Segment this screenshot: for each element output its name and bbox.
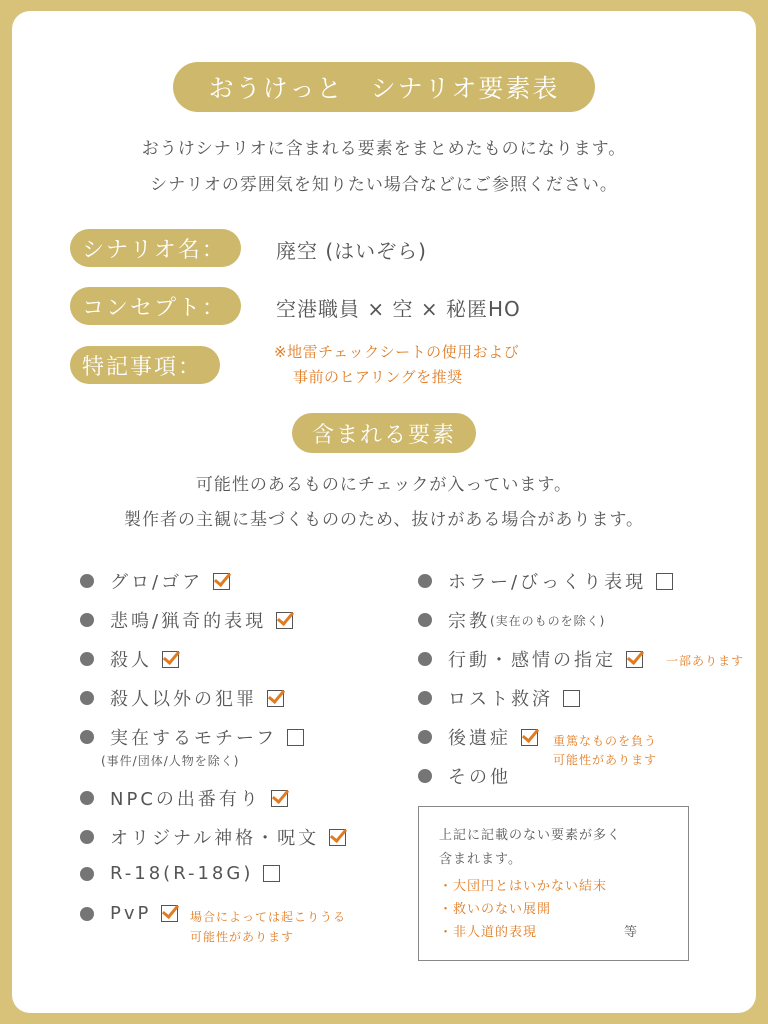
list-item-horror	[418, 568, 673, 594]
item-label: グロ/ゴア	[110, 572, 204, 593]
pvp-note-2: 可能性があります	[190, 930, 295, 944]
checked-checkbox[interactable]	[162, 651, 179, 668]
item-label: 宗教	[448, 611, 490, 632]
special-notes-label: 特記事項：	[70, 346, 220, 384]
section-title: 含まれる要素	[292, 413, 476, 453]
unchecked-checkbox[interactable]	[563, 690, 580, 707]
bullet-icon	[80, 830, 94, 844]
checked-checkbox[interactable]	[271, 790, 288, 807]
other-elements-box	[418, 806, 689, 961]
bullet-icon	[418, 691, 432, 705]
item-label: PvP	[110, 903, 152, 924]
special-note-line-2: 事前のヒアリングを推奨	[293, 368, 463, 386]
bullet-icon	[80, 867, 94, 881]
item-label: 悲鳴/猟奇的表現	[110, 611, 267, 632]
other-box-item-1: ・大団円とはいかない結末	[439, 879, 608, 894]
item-label: 行動・感情の指定	[448, 650, 616, 671]
item-label: 殺人以外の犯罪	[110, 689, 257, 710]
bullet-icon	[80, 574, 94, 588]
aftereffect-note-1: 重篤なものを負う	[553, 734, 658, 748]
checked-checkbox[interactable]	[276, 612, 293, 629]
bullet-icon	[418, 769, 432, 783]
other-box-etc: 等	[624, 925, 638, 940]
concept-value: 空港職員 × 空 × 秘匿HO	[276, 297, 521, 321]
other-box-item-3: ・非人道的表現	[439, 925, 538, 940]
checked-checkbox[interactable]	[626, 651, 643, 668]
list-item-lost-relief	[418, 685, 580, 711]
other-box-line-2: 含まれます。	[439, 852, 522, 867]
checked-checkbox[interactable]	[329, 829, 346, 846]
list-item-murder	[80, 646, 179, 672]
item-label: NPCの出番有り	[110, 789, 261, 810]
list-item-religion	[418, 607, 605, 633]
religion-note: (実在のものを除く)	[490, 613, 606, 628]
scenario-name-label: シナリオ名：	[70, 229, 241, 267]
bullet-icon	[80, 652, 94, 666]
unchecked-checkbox[interactable]	[656, 573, 673, 590]
list-item-npc	[80, 785, 288, 811]
item-label: オリジナル神格・呪文	[110, 828, 320, 849]
other-box-line-1: 上記に記載のない要素が多く	[439, 828, 622, 843]
unchecked-checkbox[interactable]	[263, 865, 280, 882]
list-item-pvp	[80, 903, 178, 924]
aftereffect-note-2: 可能性があります	[553, 753, 658, 767]
list-item-scream	[80, 607, 293, 633]
list-item-other	[418, 763, 511, 789]
action-spec-note: 一部あります	[666, 654, 745, 668]
checked-checkbox[interactable]	[213, 573, 230, 590]
checked-checkbox[interactable]	[267, 690, 284, 707]
checked-checkbox[interactable]	[161, 905, 178, 922]
real-motif-note: (事件/団体/人物を除く)	[101, 754, 240, 768]
bullet-icon	[418, 574, 432, 588]
list-item-gore	[80, 568, 230, 594]
bullet-icon	[418, 613, 432, 627]
concept-label: コンセプト：	[70, 287, 241, 325]
page-title: おうけっと シナリオ要素表	[173, 62, 595, 112]
item-label: R-18(R-18G)	[110, 863, 254, 884]
bullet-icon	[80, 907, 94, 921]
bullet-icon	[418, 730, 432, 744]
bullet-icon	[80, 691, 94, 705]
special-note-line-1: ※地雷チェックシートの使用および	[274, 343, 520, 361]
intro-line-1: おうけシナリオに含まれる要素をまとめたものになります。	[141, 139, 627, 159]
bullet-icon	[80, 613, 94, 627]
item-label: 殺人	[110, 650, 152, 671]
list-item-aftereffect	[418, 724, 538, 750]
list-item-r18	[80, 863, 280, 884]
item-label: 後遺症	[448, 728, 511, 749]
item-label: その他	[448, 767, 511, 788]
section-desc-1: 可能性のあるものにチェックが入っています。	[195, 475, 573, 495]
list-item-original-deity	[80, 824, 346, 850]
item-label: 実在するモチーフ	[110, 728, 278, 749]
list-item-real-motif	[80, 724, 304, 750]
intro-line-2: シナリオの雰囲気を知りたい場合などにご参照ください。	[150, 175, 618, 195]
unchecked-checkbox[interactable]	[287, 729, 304, 746]
list-item-action-spec	[418, 646, 643, 672]
bullet-icon	[80, 791, 94, 805]
checked-checkbox[interactable]	[521, 729, 538, 746]
item-label: ホラー/びっくり表現	[448, 572, 647, 593]
scenario-name-value: 廃空 (はいぞら)	[276, 239, 427, 263]
pvp-note-1: 場合によっては起こりうる	[190, 910, 347, 924]
list-item-other-crime	[80, 685, 284, 711]
other-box-item-2: ・救いのない展開	[439, 902, 552, 917]
bullet-icon	[418, 652, 432, 666]
section-desc-2: 製作者の主観に基づくもののため、抜けがある場合があります。	[124, 510, 644, 530]
item-label: ロスト救済	[448, 689, 553, 710]
bullet-icon	[80, 730, 94, 744]
